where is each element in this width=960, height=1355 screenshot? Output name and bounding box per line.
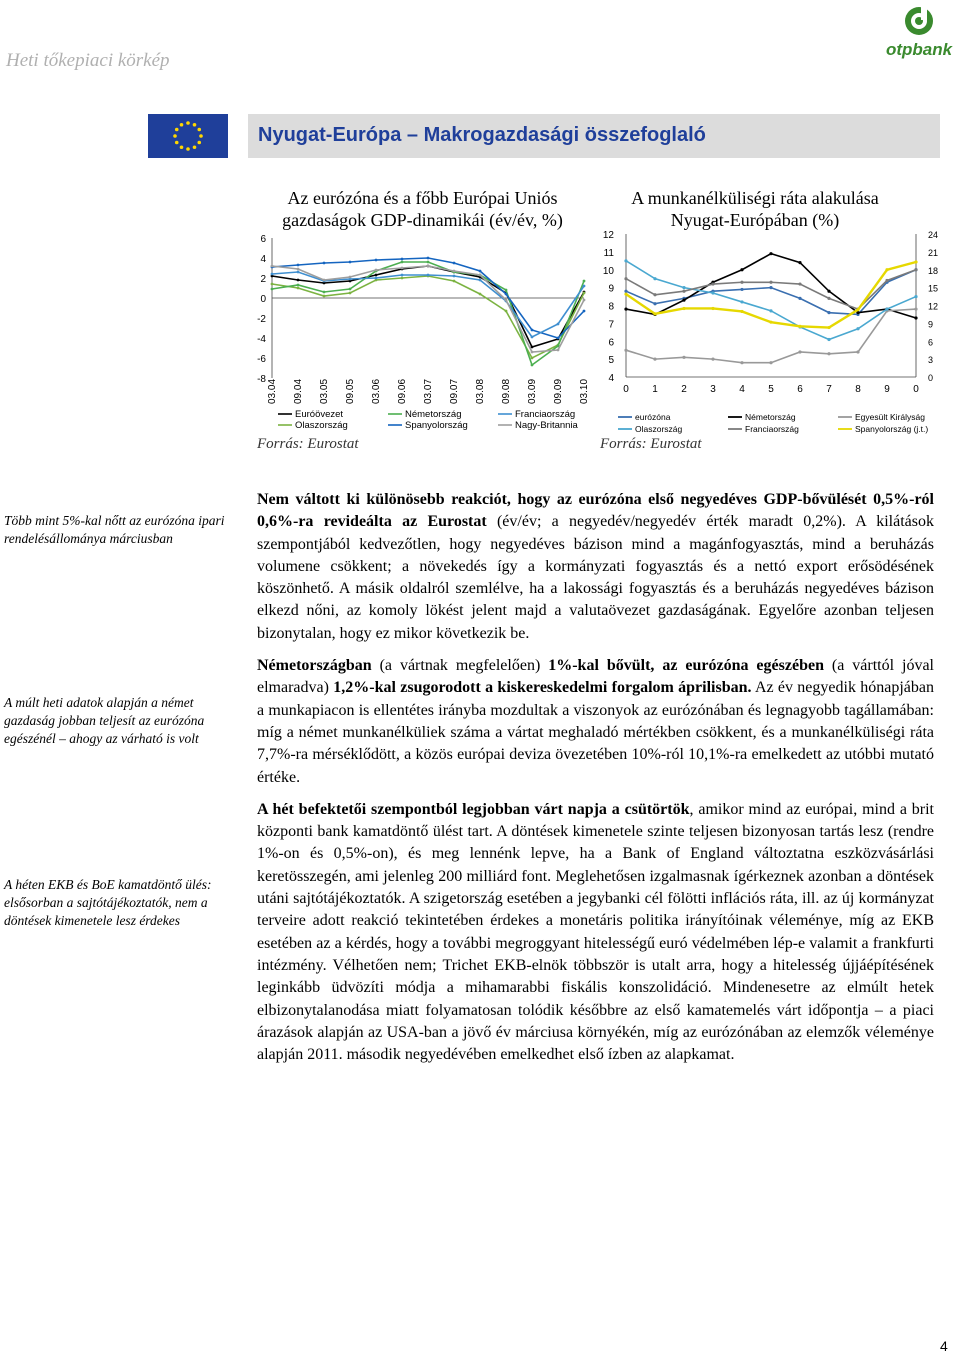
data-point	[740, 361, 743, 364]
data-point	[427, 274, 430, 277]
flag-star	[186, 147, 190, 151]
unemployment-chart-title: A munkanélküliségi ráta alakulása Nyugat-Európában (%)	[631, 188, 879, 230]
sidenote-2: A múlt heti adatok alapján a német gazdaság jobban teljesít az eurózóna egészénél – ahogy az várható is volt	[4, 695, 205, 746]
p1-lead: Nem váltott ki különösebb reakciót, hogy az eurózóna első negyedéves GDP-bővülését 0,5%-ról 0,6%-ra revideálta az Eurostat	[257, 491, 934, 531]
data-point	[798, 282, 801, 285]
y-tick-label-right: 12	[928, 301, 939, 312]
x-tick-label: 0	[623, 384, 629, 395]
data-point	[479, 293, 482, 296]
paragraph-3	[257, 799, 934, 1067]
page-number: 4	[940, 1338, 948, 1354]
y-tick-label-right: 3	[928, 355, 934, 366]
x-tick-label: 5	[768, 384, 774, 395]
x-tick-label: 03.04	[267, 378, 278, 404]
y-tick-label-left: 5	[608, 355, 614, 367]
y-tick-label-right: 0	[928, 373, 934, 383]
data-point	[769, 309, 772, 312]
data-point	[885, 268, 888, 271]
data-point	[682, 286, 685, 289]
data-point	[682, 290, 685, 293]
data-point	[531, 351, 534, 354]
gdp-chart-source: Forrás: Eurostat	[257, 436, 359, 452]
report-title: Heti tőkepiaci körkép	[6, 50, 170, 71]
logo-text: otpbank	[885, 40, 953, 59]
data-point	[740, 281, 743, 284]
series-line-1	[626, 254, 916, 318]
y-tick-label-right: 18	[928, 265, 939, 276]
data-point	[914, 316, 917, 319]
data-point	[427, 261, 430, 264]
data-point	[453, 270, 456, 273]
data-point	[323, 279, 326, 282]
data-point	[453, 275, 456, 278]
data-point	[682, 307, 685, 310]
data-point	[297, 271, 300, 274]
paragraph-2	[257, 655, 934, 789]
data-point	[531, 329, 534, 332]
data-point	[624, 259, 627, 262]
p2-c: 1%-kal bővült, az eurózóna egészében	[548, 657, 824, 675]
data-point	[479, 274, 482, 277]
legend-label: Egyesült Királyság	[855, 412, 925, 422]
data-point	[653, 293, 656, 296]
x-tick-label: 09.09	[553, 378, 564, 404]
data-point	[531, 346, 534, 349]
x-tick-label: 9	[884, 384, 890, 395]
x-tick-label: 4	[739, 384, 745, 395]
data-point	[682, 299, 685, 302]
data-point	[401, 267, 404, 270]
flag-star	[193, 123, 197, 127]
data-point	[297, 268, 300, 271]
data-point	[769, 321, 772, 324]
data-point	[375, 269, 378, 272]
data-point	[798, 297, 801, 300]
p1-text: (év/év; a negyedév/negyedév érték maradt 0,2%). A kilátások szempontjából kedvezőtlen, hogy negyedéves bázison mind a magánfogyasztás, mind a beruházás volumene csökkent; a növekedés így a kormányzati fogyasztás és a nettó export erősödésének köszönhető. A másik oldalról szemlélve, ha a lakossági fogyasztás és a beruházás negyedéves bázison elkezd nőni, az komoly lökést jelent majd a valutaövezet gazdaságának. Egyelőre azonban teljesen bizonytalan, hogy ez mikor következik be.	[257, 513, 934, 642]
data-point	[653, 312, 656, 315]
data-point	[711, 307, 714, 310]
x-tick-label: 8	[855, 384, 861, 395]
data-point	[427, 265, 430, 268]
legend-label: Franciaország	[515, 409, 576, 420]
data-point	[401, 261, 404, 264]
data-point	[479, 279, 482, 282]
data-point	[453, 280, 456, 283]
legend-label: Spanyolország	[405, 420, 468, 431]
data-point	[583, 292, 586, 295]
data-point	[505, 289, 508, 292]
data-point	[427, 257, 430, 260]
data-point	[505, 310, 508, 313]
otpbank-logo	[884, 4, 954, 64]
flag-star	[180, 145, 184, 149]
data-point	[557, 337, 560, 340]
x-tick-label: 09.08	[501, 378, 512, 404]
data-point	[583, 310, 586, 313]
x-tick-label: 09.06	[397, 378, 408, 404]
x-tick-label: 1	[652, 384, 658, 395]
data-point	[885, 307, 888, 310]
data-point	[653, 358, 656, 361]
data-point	[856, 350, 859, 353]
x-tick-label: 03.07	[423, 378, 434, 404]
data-point	[531, 364, 534, 367]
data-point	[914, 268, 917, 271]
legend-label: Nagy-Britannia	[515, 420, 578, 431]
y-tick-label: 6	[260, 234, 266, 245]
p2-d: (a várttól jóval elmaradva)	[257, 657, 934, 697]
flag-star	[197, 141, 201, 145]
flag-star	[175, 128, 179, 132]
data-point	[271, 265, 274, 268]
x-tick-label: 2	[681, 384, 687, 395]
data-point	[740, 310, 743, 313]
data-point	[401, 274, 404, 277]
data-point	[583, 280, 586, 283]
y-tick-label-left: 11	[603, 247, 614, 259]
y-tick-label-right: 6	[928, 337, 934, 348]
data-point	[271, 283, 274, 286]
y-tick-label-left: 8	[608, 301, 614, 313]
data-point	[827, 311, 830, 314]
legend-label: Spanyolország (j.t.)	[855, 424, 929, 434]
p2-b: (a vártnak megfelelően)	[371, 657, 549, 675]
legend-label: eurózóna	[635, 412, 671, 422]
data-point	[914, 307, 917, 310]
data-point	[914, 295, 917, 298]
data-point	[401, 258, 404, 261]
data-point	[624, 293, 627, 296]
x-tick-label: 03.09	[527, 378, 538, 404]
data-point	[375, 274, 378, 277]
data-point	[557, 349, 560, 352]
legend-label: Olaszország	[295, 420, 348, 431]
y-tick-label-left: 6	[608, 337, 614, 349]
flag-star	[193, 145, 197, 149]
x-tick-label: 0	[913, 384, 919, 395]
p2-a: Németországban	[257, 657, 372, 675]
x-tick-label: 09.07	[449, 378, 460, 404]
data-point	[297, 264, 300, 267]
data-point	[453, 262, 456, 265]
data-point	[827, 297, 830, 300]
y-tick-label-left: 10	[602, 265, 614, 277]
legend-label: Franciaország	[745, 424, 799, 434]
data-point	[349, 288, 352, 291]
p2-e: 1,2%-kal zsugorodott a kiskereskedelmi forgalom áprilisban.	[333, 679, 752, 697]
data-point	[740, 288, 743, 291]
data-point	[769, 286, 772, 289]
data-point	[682, 356, 685, 359]
data-point	[297, 287, 300, 290]
flag-star	[186, 121, 190, 125]
flag-star	[175, 141, 179, 145]
y-tick-label: -4	[257, 334, 266, 345]
data-point	[653, 277, 656, 280]
data-point	[769, 281, 772, 284]
data-point	[827, 290, 830, 293]
data-point	[711, 358, 714, 361]
data-point	[856, 308, 859, 311]
legend-label: Euróövezet	[295, 409, 344, 420]
data-point	[349, 276, 352, 279]
x-tick-label: 03.06	[371, 378, 382, 404]
y-tick-label-right: 15	[928, 283, 939, 294]
data-point	[375, 277, 378, 280]
y-tick-label-right: 21	[928, 247, 939, 258]
data-point	[531, 357, 534, 360]
y-tick-label-left: 9	[608, 283, 614, 295]
y-tick-label-right: 24	[928, 230, 939, 240]
data-point	[827, 338, 830, 341]
x-tick-label: 3	[710, 384, 716, 395]
paragraph-1	[257, 489, 934, 645]
data-point	[711, 282, 714, 285]
p3-lead: A hét befektetői szempontból legjobban várt napja a csütörtök	[257, 800, 690, 818]
data-point	[271, 273, 274, 276]
flag-star	[199, 134, 203, 138]
y-tick-label: 2	[260, 274, 266, 285]
data-point	[798, 350, 801, 353]
x-tick-label: 6	[797, 384, 803, 395]
data-point	[653, 302, 656, 305]
x-tick-label: 7	[826, 384, 832, 395]
data-point	[505, 299, 508, 302]
unemployment-chart	[598, 222, 958, 438]
data-point	[885, 279, 888, 282]
x-tick-label: 03.08	[475, 378, 486, 404]
y-tick-label: 0	[260, 294, 266, 305]
legend-label: Olaszország	[635, 424, 683, 434]
y-tick-label: -6	[257, 354, 266, 365]
flag-star	[180, 123, 184, 127]
main-text	[257, 489, 934, 1076]
data-point	[798, 261, 801, 264]
data-point	[624, 349, 627, 352]
data-point	[769, 252, 772, 255]
data-point	[769, 361, 772, 364]
y-tick-label: -2	[257, 314, 266, 325]
eu-flag-icon	[148, 114, 228, 158]
data-point	[323, 291, 326, 294]
y-tick-label-left: 4	[608, 373, 614, 384]
data-point	[583, 299, 586, 302]
y-tick-label: 4	[260, 254, 266, 265]
data-point	[827, 352, 830, 355]
flag-star	[197, 128, 201, 132]
sidenote-3: A héten EKB és BoE kamatdöntő ülés: elsősorban a sajtótájékoztatók, nem a döntések kimenetele lesz érdekes	[4, 877, 212, 928]
unemployment-chart-source: Forrás: Eurostat	[600, 436, 702, 452]
data-point	[349, 292, 352, 295]
legend-label: Németország	[745, 412, 796, 422]
data-point	[557, 323, 560, 326]
data-point	[798, 325, 801, 328]
section-title: Nyugat-Európa – Makrogazdasági összefoglaló	[258, 124, 706, 146]
y-tick-label-left: 12	[602, 230, 614, 241]
data-point	[297, 284, 300, 287]
p3-text: , amikor mind az európai, mind a brit központi bank kamatdöntő ülést tart. A döntések kimenetele szinte teljesen bizonyosan tartás lesz (rendre 1%-on és 0,5%-on), és meg lennénk lepve, ha a Bank of England változtatna eszközvásárlási keretösszegén, ami jelenleg 200 milliárd font. Meglehetősen izgalmasnak ígérkeznek azonban a döntések utáni sajtótájékoztatók. A szigetország esetében a jegybanki cél fölötti inflációs ráta, ill. az új kormányzat terveire adott reakció tekintetében érdekes a monetáris politika irányítóinak véleménye, míg az EKB esetében az a kérdés, hogy a további megroggyant hitelességű euró védelmében lép-e valamit a frankfurti intézmény. Vélhetően nem; Trichet EKB-elnök többször is utalt arra, hogy a hitelesség újjáépítésének leginkább üdvözíti módja a mihamarabbi fiskális konszolidáció. Mindenesetre az elmúlt hetek elbizonytalanodása miatt folyamatosan tolódik későbbre az első kamatemelés várt időpontja – a piaci árazások alapján az USA-ban a jövő év márciusa környékén, míg az eurózónában az elemzők véleménye alapján 2011. második negyedévében emelkedhet első ízben az alapkamat.	[257, 800, 934, 1064]
data-point	[505, 293, 508, 296]
x-tick-label: 03.10	[579, 378, 590, 404]
data-point	[479, 270, 482, 273]
data-point	[271, 288, 274, 291]
legend-label: Németország	[405, 409, 462, 420]
x-tick-label: 09.04	[293, 378, 304, 404]
series-line-3	[626, 261, 916, 340]
y-tick-label-right: 9	[928, 319, 934, 330]
gdp-chart-title: Az eurózóna és a főbb Európai Uniós gazdaságok GDP-dinamikái (év/év, %)	[282, 188, 563, 230]
x-tick-label: 03.05	[319, 378, 330, 404]
y-tick-label: -8	[257, 374, 266, 385]
data-point	[827, 326, 830, 329]
p2-f: Az év negyedik hónapjában a munkapiacon is ellentétes irányba mozdultak a viszonyok az eurózónában és legnagyobb tagállamában: míg a német munkanélküliek száma a vártat meghaladó mértékben csökkent, és a munkanélküliségi ráta 7,7%-ra mérséklődött, a közös európai deviza övezetében 10%-ról 10,1%-ra emelkedett az utóbbi mutató értéke.	[257, 679, 935, 786]
section-band	[248, 114, 940, 158]
data-point	[624, 277, 627, 280]
sidenote-1: Több mint 5%-kal nőtt az eurózóna ipari rendelésállománya márciusban	[4, 513, 225, 546]
data-point	[856, 327, 859, 330]
flag-star	[173, 134, 177, 138]
data-point	[583, 285, 586, 288]
data-point	[401, 277, 404, 280]
data-point	[531, 336, 534, 339]
data-point	[349, 261, 352, 264]
otpbank-logo-icon	[884, 4, 954, 40]
data-point	[297, 279, 300, 282]
x-tick-label: 09.05	[345, 378, 356, 404]
data-point	[375, 259, 378, 262]
data-point	[740, 268, 743, 271]
gdp-chart	[248, 228, 598, 438]
data-point	[624, 290, 627, 293]
data-point	[740, 300, 743, 303]
data-point	[624, 307, 627, 310]
series-line-2	[626, 309, 916, 363]
data-point	[914, 260, 917, 263]
y-tick-label-left: 7	[608, 319, 614, 331]
data-point	[711, 291, 714, 294]
data-point	[323, 295, 326, 298]
data-point	[323, 262, 326, 265]
